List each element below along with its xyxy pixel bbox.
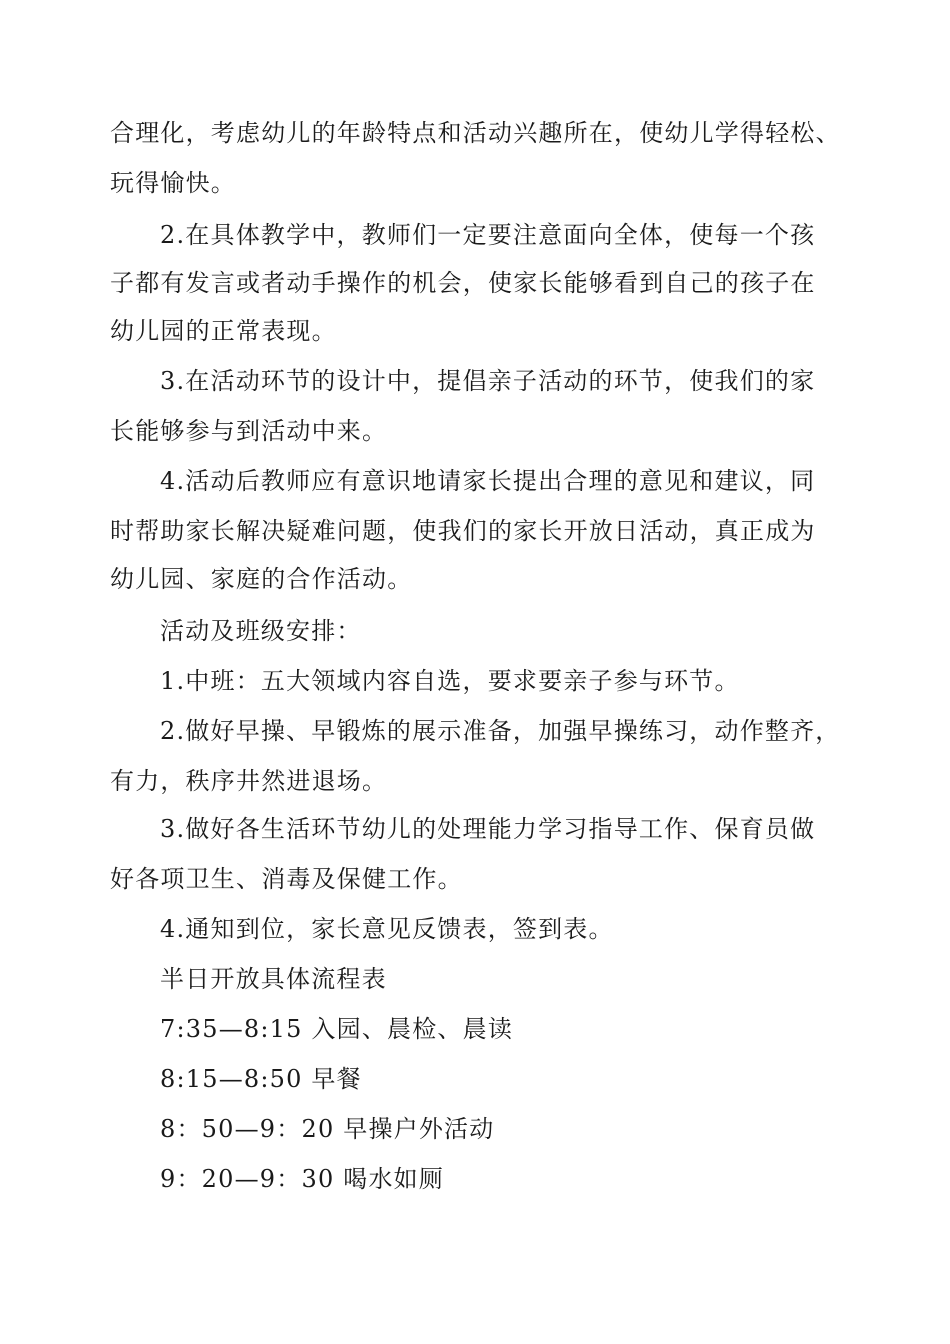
text-line: 2.在具体教学中，教师们一定要注意面向全体，使每一个孩 — [160, 221, 816, 249]
schedule-item: 8：50—9：20 早操户外活动 — [160, 1115, 495, 1143]
text-line: 幼儿园、家庭的合作活动。 — [110, 565, 413, 593]
text-line: 1.中班：五大领域内容自选，要求要亲子参与环节。 — [160, 667, 740, 695]
text-line: 玩得愉快。 — [110, 169, 236, 197]
text-line: 好各项卫生、消毒及保健工作。 — [110, 865, 463, 893]
schedule-item: 8:15—8:50 早餐 — [160, 1065, 362, 1093]
text-line: 合理化，考虑幼儿的年龄特点和活动兴趣所在，使幼儿学得轻松、 — [110, 119, 841, 147]
text-line: 4.活动后教师应有意识地请家长提出合理的意见和建议，同 — [160, 467, 816, 495]
text-line: 有力，秩序井然进退场。 — [110, 767, 388, 795]
text-line: 3.在活动环节的设计中，提倡亲子活动的环节，使我们的家 — [160, 367, 816, 395]
text-line: 子都有发言或者动手操作的机会，使家长能够看到自己的孩子在 — [110, 269, 816, 297]
text-line: 3.做好各生活环节幼儿的处理能力学习指导工作、保育员做 — [160, 815, 816, 843]
schedule-item: 7:35—8:15 入园、晨检、晨读 — [160, 1015, 514, 1043]
section-heading: 半日开放具体流程表 — [160, 965, 387, 993]
text-line: 长能够参与到活动中来。 — [110, 417, 388, 445]
section-heading: 活动及班级安排： — [160, 617, 362, 645]
text-line: 2.做好早操、早锻炼的展示准备，加强早操练习，动作整齐， — [160, 717, 841, 745]
text-line: 时帮助家长解决疑难问题，使我们的家长开放日活动，真正成为 — [110, 517, 816, 545]
schedule-item: 9：20—9：30 喝水如厕 — [160, 1165, 445, 1193]
text-line: 幼儿园的正常表现。 — [110, 317, 337, 345]
text-line: 4.通知到位，家长意见反馈表，签到表。 — [160, 915, 614, 943]
